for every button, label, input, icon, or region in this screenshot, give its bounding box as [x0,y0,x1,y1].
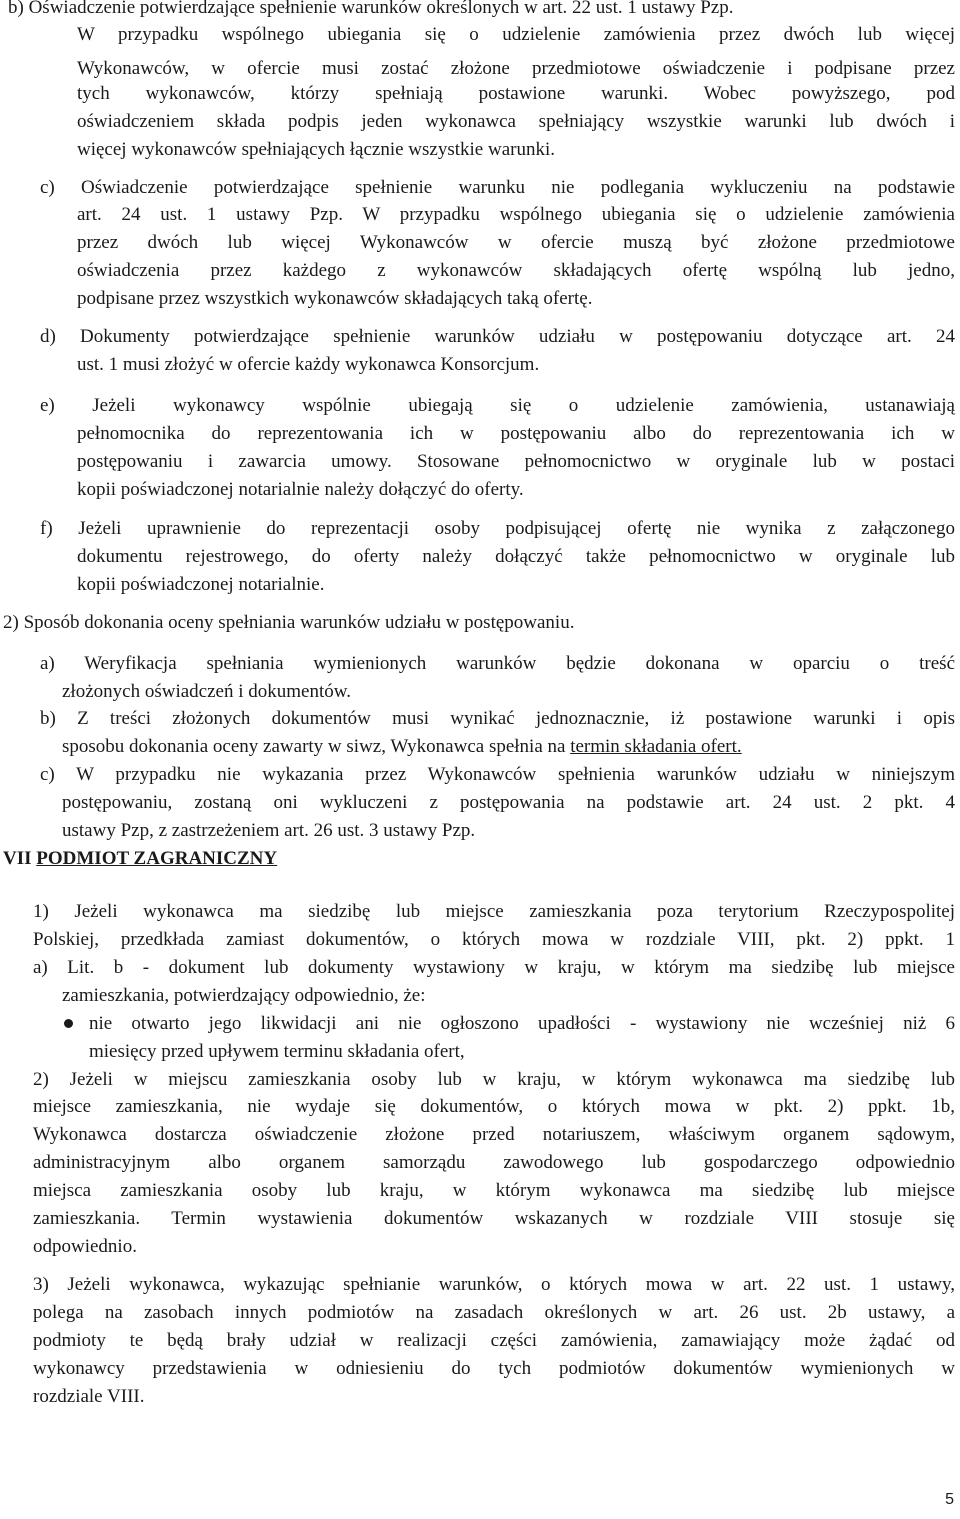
text-line: d) Dokumenty potwierdzające spełnienie warunków udziału w postępowaniu dotyczące art. 24 [40,326,955,347]
text-line: a) Weryfikacja spełniania wymienionych warunków będzie dokonana w oparciu o treść [40,653,955,674]
text-line: nie otwarto jego likwidacji ani nie ogłoszono upadłości - wystawiony nie wcześniej niż 6 [89,1013,955,1034]
chapter-number: VII [3,848,37,869]
text-line: zamieszkania. Termin wystawienia dokumentów wskazanych w rozdziale VIII stosuje się [33,1208,955,1229]
text-line: 3) Jeżeli wykonawca, wykazując spełnianie warunków, o których mowa w art. 22 ust. 1 ustawy, [33,1274,955,1295]
text-line: e) Jeżeli wykonawcy wspólnie ubiegają się o udzielenie zamówienia, ustanawiają [40,395,955,416]
text-line: b) Z treści złożonych dokumentów musi wynikać jednoznacznie, iż postawione warunki i opis [40,708,955,729]
text-line: odpowiednio. [33,1236,137,1257]
text-line: postępowaniu, zostaną oni wykluczeni z postępowania na podstawie art. 24 ust. 2 pkt. 4 [62,792,955,813]
text-line: złożonych oświadczeń i dokumentów. [62,681,351,702]
text-line: f) Jeżeli uprawnienie do reprezentacji osoby podpisującej ofertę nie wynika z załączonego [40,518,955,539]
text-line: przez dwóch lub więcej Wykonawców w ofercie muszą być złożone przedmiotowe [77,232,955,253]
text-line: postępowaniu i zawarcia umowy. Stosowane pełnomocnictwo w oryginale lub w postaci [77,451,955,472]
text-line: tych wykonawców, którzy spełniają postawione warunki. Wobec powyższego, pod [77,83,955,104]
text-line: 1) Jeżeli wykonawca ma siedzibę lub miejsce zamieszkania poza terytorium Rzeczypospolitej [33,901,955,922]
text-span: sposobu dokonania oceny zawarty w siwz, Wykonawca spełnia na [62,736,571,757]
text-line: oświadczenia przez każdego z wykonawców składających ofertę wspólną lub jedno, [77,260,955,281]
text-line: ustawy Pzp, z zastrzeżeniem art. 26 ust. 3 ustawy Pzp. [62,820,476,841]
text-line: więcej wykonawców spełniających łącznie wszystkie warunki. [77,139,555,160]
text-line: b) Oświadczenie potwierdzające spełnienie warunków określonych w art. 22 ust. 1 ustawy Pzp. [8,0,734,18]
page-number: 5 [945,1491,954,1508]
text-line: polega na zasobach innych podmiotów na zasadach określonych w art. 26 ust. 2b ustawy, a [33,1302,955,1323]
text-line: podmioty te będą brały udział w realizacji części zamówienia, zamawiający może żądać od [33,1330,955,1351]
text-line [62,733,742,760]
text-line: pełnomocnika do reprezentowania ich w postępowaniu albo do reprezentowania ich w [77,423,955,444]
text-line: a) Lit. b - dokument lub dokumenty wystawiony w kraju, w którym ma siedzibę lub miejsce [33,957,955,978]
text-line: miejsca zamieszkania osoby lub kraju, w którym wykonawca ma siedzibę lub miejsce [33,1180,955,1201]
text-line: 2) Jeżeli w miejscu zamieszkania osoby lub w kraju, w którym wykonawca ma siedzibę lub [33,1069,955,1090]
text-line: ust. 1 musi złożyć w ofercie każdy wykonawca Konsorcjum. [77,354,540,375]
text-line: wykonawcy przedstawienia w odniesieniu do tych podmiotów dokumentów wymienionych w [33,1358,955,1379]
text-line: miejsce zamieszkania, nie wydaje się dokumentów, o których mowa w pkt. 2) ppkt. 1b, [33,1096,955,1117]
chapter-heading [3,845,277,872]
chapter-title: PODMIOT ZAGRANICZNY [36,848,278,869]
text-line: kopii poświadczonej notarialnie należy dołączyć do oferty. [77,479,524,500]
text-line: kopii poświadczonej notarialnie. [77,574,325,595]
text-line: c) Oświadczenie potwierdzające spełnienie warunku nie podlegania wykluczeniu na podstawie [40,177,955,198]
text-line: Wykonawców, w ofercie musi zostać złożone przedmiotowe oświadczenie i podpisane przez [77,58,955,79]
text-line: W przypadku wspólnego ubiegania się o udzielenie zamówienia przez dwóch lub więcej [77,24,955,45]
text-line: art. 24 ust. 1 ustawy Pzp. W przypadku wspólnego ubiegania się o udzielenie zamówienia [77,204,955,225]
text-line: Wykonawca dostarcza oświadczenie złożone przed notariuszem, właściwym organem sądowym, [33,1124,955,1145]
section-heading: 2) Sposób dokonania oceny spełniania warunków udziału w postępowaniu. [3,612,575,633]
text-line: administracyjnym albo organem samorządu zawodowego lub gospodarczego odpowiednio [33,1152,955,1173]
text-line: c) W przypadku nie wykazania przez Wykonawców spełnienia warunków udziału w niniejszym [40,764,955,785]
text-line: podpisane przez wszystkich wykonawców składających taką ofertę. [77,288,593,309]
bullet-icon [64,1019,73,1028]
text-line: rozdziale VIII. [33,1386,145,1407]
text-line: dokumentu rejestrowego, do oferty należy dołączyć także pełnomocnictwo w oryginale lub [77,546,955,567]
text-line: miesięcy przed upływem terminu składania ofert, [89,1041,465,1062]
text-line: zamieszkania, potwierdzający odpowiednio, że: [62,985,426,1006]
underlined-text: termin składania ofert. [570,736,742,757]
text-line: Polskiej, przedkłada zamiast dokumentów, o których mowa w rozdziale VIII, pkt. 2) ppkt. 1 [33,929,955,950]
text-line: oświadczeniem składa podpis jeden wykonawca spełniający wszystkie warunki lub dwóch i [77,111,955,132]
